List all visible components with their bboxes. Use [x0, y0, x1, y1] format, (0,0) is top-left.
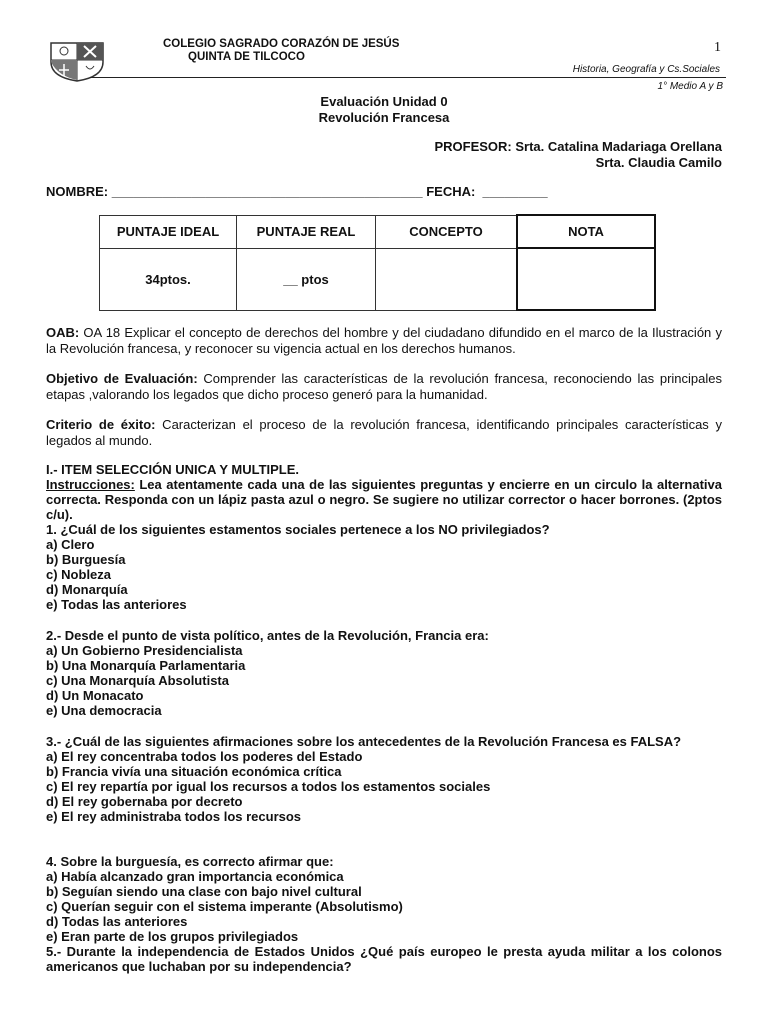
question-2: [46, 628, 722, 718]
question-3-option-a[interactable]: a) El rey concentraba todos los poderes del Estado: [46, 749, 363, 764]
question-3-option-c[interactable]: c) El rey repartía por igual los recursos a todos los estamentos sociales: [46, 779, 491, 794]
school-crest-logo: [48, 40, 106, 82]
course-label: 1° Medio A y B: [657, 81, 723, 92]
question-4-option-d[interactable]: d) Todas las anteriores: [46, 914, 188, 929]
question-4-option-b[interactable]: b) Seguían siendo una clase con bajo nivel cultural: [46, 884, 362, 899]
school-header: [163, 38, 399, 64]
question-1-option-c[interactable]: c) Nobleza: [46, 567, 112, 582]
question-2-option-d[interactable]: d) Un Monacato: [46, 688, 144, 703]
question-3-option-e[interactable]: e) El rey administraba todos los recursos: [46, 809, 302, 824]
oab-label: OAB:: [46, 325, 80, 340]
question-3: [46, 734, 722, 824]
header-concepto: CONCEPTO: [376, 215, 518, 248]
question-4-text: 4. Sobre la burguesía, es correcto afirmar que:: [46, 854, 334, 869]
question-1-option-a[interactable]: a) Clero: [46, 537, 95, 552]
oab-text: OA 18 Explicar el concepto de derechos del hombre y del ciudadano difundido en el marco de la Ilustración y la Revolución francesa, y reconocer su vigencia actual en los derechos humanos.: [46, 325, 722, 356]
header-puntaje-ideal: PUNTAJE IDEAL: [100, 215, 237, 248]
value-puntaje-real[interactable]: __ ptos: [237, 248, 376, 310]
question-1-text: 1. ¿Cuál de los siguientes estamentos sociales pertenece a los NO privilegiados?: [46, 522, 550, 537]
question-2-option-c[interactable]: c) Una Monarquía Absolutista: [46, 673, 229, 688]
name-date-line[interactable]: NOMBRE: ___________________________________________ FECHA: _________: [46, 184, 548, 199]
criterio-label: Criterio de éxito:: [46, 417, 156, 432]
question-4-option-a[interactable]: a) Había alcanzado gran importancia económica: [46, 869, 344, 884]
criterio-paragraph: [46, 417, 722, 448]
question-2-text: 2.- Desde el punto de vista político, antes de la Revolución, Francia era:: [46, 628, 489, 643]
school-location: QUINTA DE TILCOCO: [188, 51, 305, 63]
professor-line2: Srta. Claudia Camilo: [595, 155, 722, 170]
question-4: [46, 854, 722, 974]
question-3-text: 3.- ¿Cuál de las siguientes afirmaciones sobre los antecedentes de la Revolución Francesa es FALSA?: [46, 734, 682, 749]
instructions-text: Lea atentamente cada una de las siguientes preguntas y encierre en un circulo la alternativa correcta. Responda con un lápiz pasta azul o negro. Se sugiere no utilizar corrector o hacer borrones. (2ptos c/u).: [46, 477, 722, 522]
score-table: [99, 214, 656, 311]
value-nota[interactable]: [517, 248, 655, 310]
instructions-label: Instrucciones:: [46, 477, 135, 492]
value-concepto[interactable]: [376, 248, 518, 310]
value-puntaje-ideal: 34ptos.: [100, 248, 237, 310]
exam-title-line1: Evaluación Unidad 0: [320, 94, 448, 109]
question-4-option-e[interactable]: e) Eran parte de los grupos privilegiados: [46, 929, 299, 944]
question-1-option-d[interactable]: d) Monarquía: [46, 582, 128, 597]
question-3-option-b[interactable]: b) Francia vivía una situación económica crítica: [46, 764, 342, 779]
subject-label: Historia, Geografía y Cs.Sociales: [572, 64, 720, 75]
page-number: 1: [714, 40, 721, 55]
question-1-option-e[interactable]: e) Todas las anteriores: [46, 597, 187, 612]
question-4-option-c[interactable]: c) Querían seguir con el sistema imperante (Absolutismo): [46, 899, 403, 914]
school-name: COLEGIO SAGRADO CORAZÓN DE JESÚS: [163, 38, 400, 50]
header-divider: [90, 77, 726, 78]
header-puntaje-real: PUNTAJE REAL: [237, 215, 376, 248]
section-heading: I.- ITEM SELECCIÓN UNICA Y MULTIPLE.: [46, 462, 300, 477]
section-one: [46, 462, 722, 612]
oab-paragraph: [46, 325, 722, 356]
question-2-option-b[interactable]: b) Una Monarquía Parlamentaria: [46, 658, 246, 673]
question-2-option-e[interactable]: e) Una democracia: [46, 703, 162, 718]
header-nota: NOTA: [517, 215, 655, 248]
objetivo-text: Comprender las características de la revolución francesa, reconociendo las principales etapas ,valorando los legados que dicho proceso generó para la humanidad.: [46, 371, 722, 402]
question-2-option-a[interactable]: a) Un Gobierno Presidencialista: [46, 643, 243, 658]
professor-line1: PROFESOR: Srta. Catalina Madariaga Orellana: [434, 139, 722, 154]
professor-block: [434, 139, 722, 171]
question-1-option-b[interactable]: b) Burguesía: [46, 552, 126, 567]
exam-title-line2: Revolución Francesa: [318, 110, 450, 125]
objetivo-paragraph: [46, 371, 722, 402]
objetivo-label: Objetivo de Evaluación:: [46, 371, 198, 386]
criterio-text: Caracterizan el proceso de la revolución francesa, identificando principales características y legados al mundo.: [46, 417, 723, 448]
question-3-option-d[interactable]: d) El rey gobernaba por decreto: [46, 794, 243, 809]
instructions: [46, 477, 722, 522]
question-5-text: 5.- Durante la independencia de Estados Unidos ¿Qué país europeo le presta ayuda militar a los colonos americanos que luchaban por su independencia?: [46, 944, 722, 974]
exam-title: [0, 94, 768, 126]
